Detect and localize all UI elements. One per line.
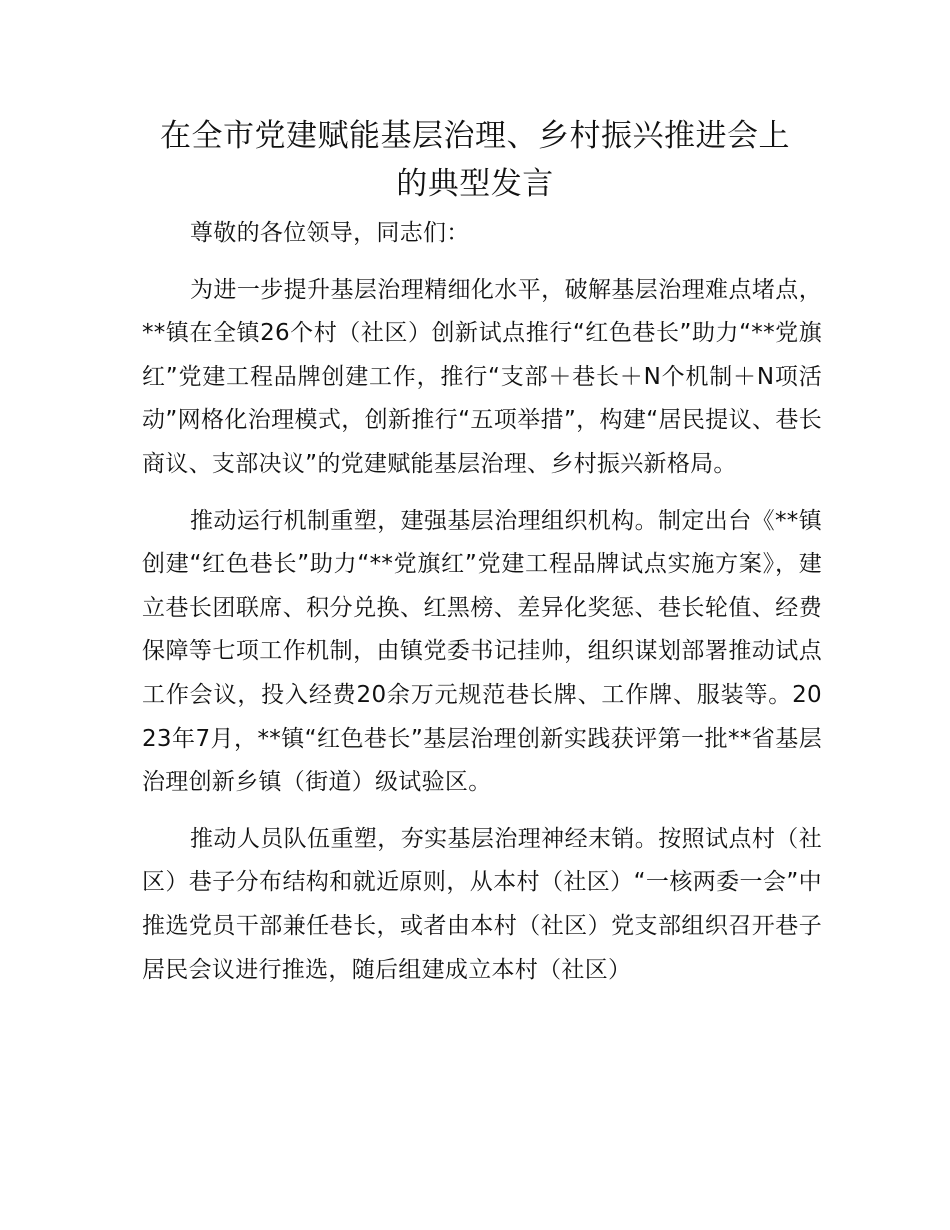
title-line-2: 的典型发言	[396, 166, 554, 202]
paragraph-intro: 为进一步提升基层治理精细化水平，破解基层治理难点堵点，**镇在全镇26个村（社区）创新试点推行“红色巷长”助力“**党旗红”党建工程品牌创建工作，推行“支部＋巷长＋N个机制＋N项活动”网格化治理模式，创新推行“五项举措”，构建“居民提议、巷长商议、支部决议”的党建赋能基层治理、乡村振兴新格局。	[142, 276, 822, 477]
document-title	[100, 112, 850, 208]
paragraph-personnel: 推动人员队伍重塑，夯实基层治理神经末销。按照试点村（社区）巷子分布结构和就近原则，从本村（社区）“一核两委一会”中推选党员干部兼任巷长，或者由本村（社区）党支部组织召开巷子居民会议进行推选，随后组建成立本村（社区）	[142, 825, 822, 983]
paragraph-mechanism: 推动运行机制重塑，建强基层治理组织机构。制定出台《**镇创建“红色巷长”助力“**党旗红”党建工程品牌试点实施方案》，建立巷长团联席、积分兑换、红黑榜、差异化奖惩、巷长轮值、经费保障等七项工作机制，由镇党委书记挂帅，组织谋划部署推动试点工作会议，投入经费20余万元规范巷长牌、工作牌、服装等。2023年7月，**镇“红色巷长”基层治理创新实践获评第一批**省基层治理创新乡镇（街道）级试验区。	[142, 507, 822, 796]
salutation: 尊敬的各位领导，同志们：	[190, 220, 470, 246]
title-line-1: 在全市党建赋能基层治理、乡村振兴推进会上	[160, 118, 790, 154]
document-body	[142, 212, 822, 992]
